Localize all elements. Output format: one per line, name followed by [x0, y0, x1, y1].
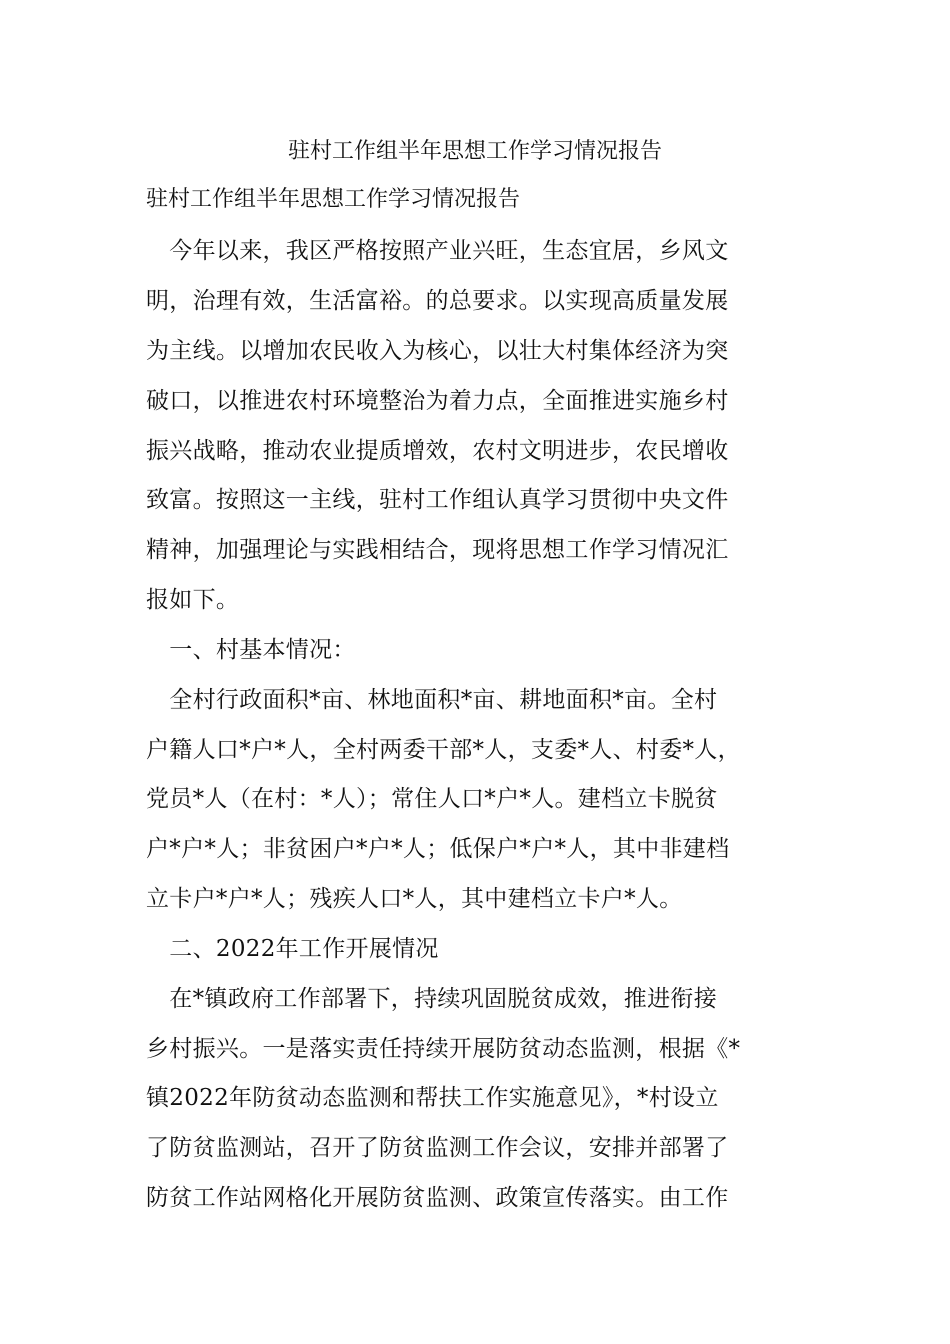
body-line: 报如下。: [146, 587, 240, 613]
body-line: 明，治理有效，生活富裕。的总要求。以实现高质量发展: [146, 288, 729, 314]
body-line: 振兴战略，推动农业提质增效，农村文明进步，农民增收: [146, 438, 729, 464]
section-heading: 一、村基本情况：: [146, 637, 356, 663]
body-line: 户*户*人；非贫困户*户*人；低保户*户*人，其中非建档: [146, 836, 730, 862]
body-line: 为主线。以增加农民收入为核心，以壮大村集体经济为突: [146, 338, 729, 364]
body-line: 党员*人（在村：*人）；常住人口*户*人。建档立卡脱贫: [146, 786, 718, 812]
body-line: 破口，以推进农村环境整治为着力点，全面推进实施乡村: [146, 388, 729, 414]
body-line: 了防贫监测站，召开了防贫监测工作会议，安排并部署了: [146, 1135, 729, 1161]
section-heading: 二、2022年工作开展情况: [146, 936, 439, 962]
body-line: 户籍人口*户*人，全村两委干部*人，支委*人、村委*人，: [146, 737, 741, 763]
body-line: 乡村振兴。一是落实责任持续开展防贫动态监测，根据《*: [146, 1036, 741, 1062]
document-title: 驻村工作组半年思想工作学习情况报告: [287, 139, 662, 164]
body-line: 防贫工作站网格化开展防贫监测、政策宣传落实。由工作: [146, 1185, 729, 1211]
document-subtitle: 驻村工作组半年思想工作学习情况报告: [146, 187, 521, 212]
body-line: 立卡户*户*人；残疾人口*人，其中建档立卡户*人。: [146, 886, 683, 912]
body-line: 今年以来，我区严格按照产业兴旺，生态宜居，乡风文: [146, 238, 729, 264]
body-line: 致富。按照这一主线，驻村工作组认真学习贯彻中央文件: [146, 487, 729, 513]
body-line: 在*镇政府工作部署下，持续巩固脱贫成效，推进衔接: [146, 986, 717, 1012]
body-line: 精神，加强理论与实践相结合，现将思想工作学习情况汇: [146, 537, 729, 563]
body-line: 镇2022年防贫动态监测和帮扶工作实施意见》，*村设立: [146, 1085, 719, 1111]
body-line: 全村行政面积*亩、林地面积*亩、耕地面积*亩。全村: [146, 687, 718, 713]
